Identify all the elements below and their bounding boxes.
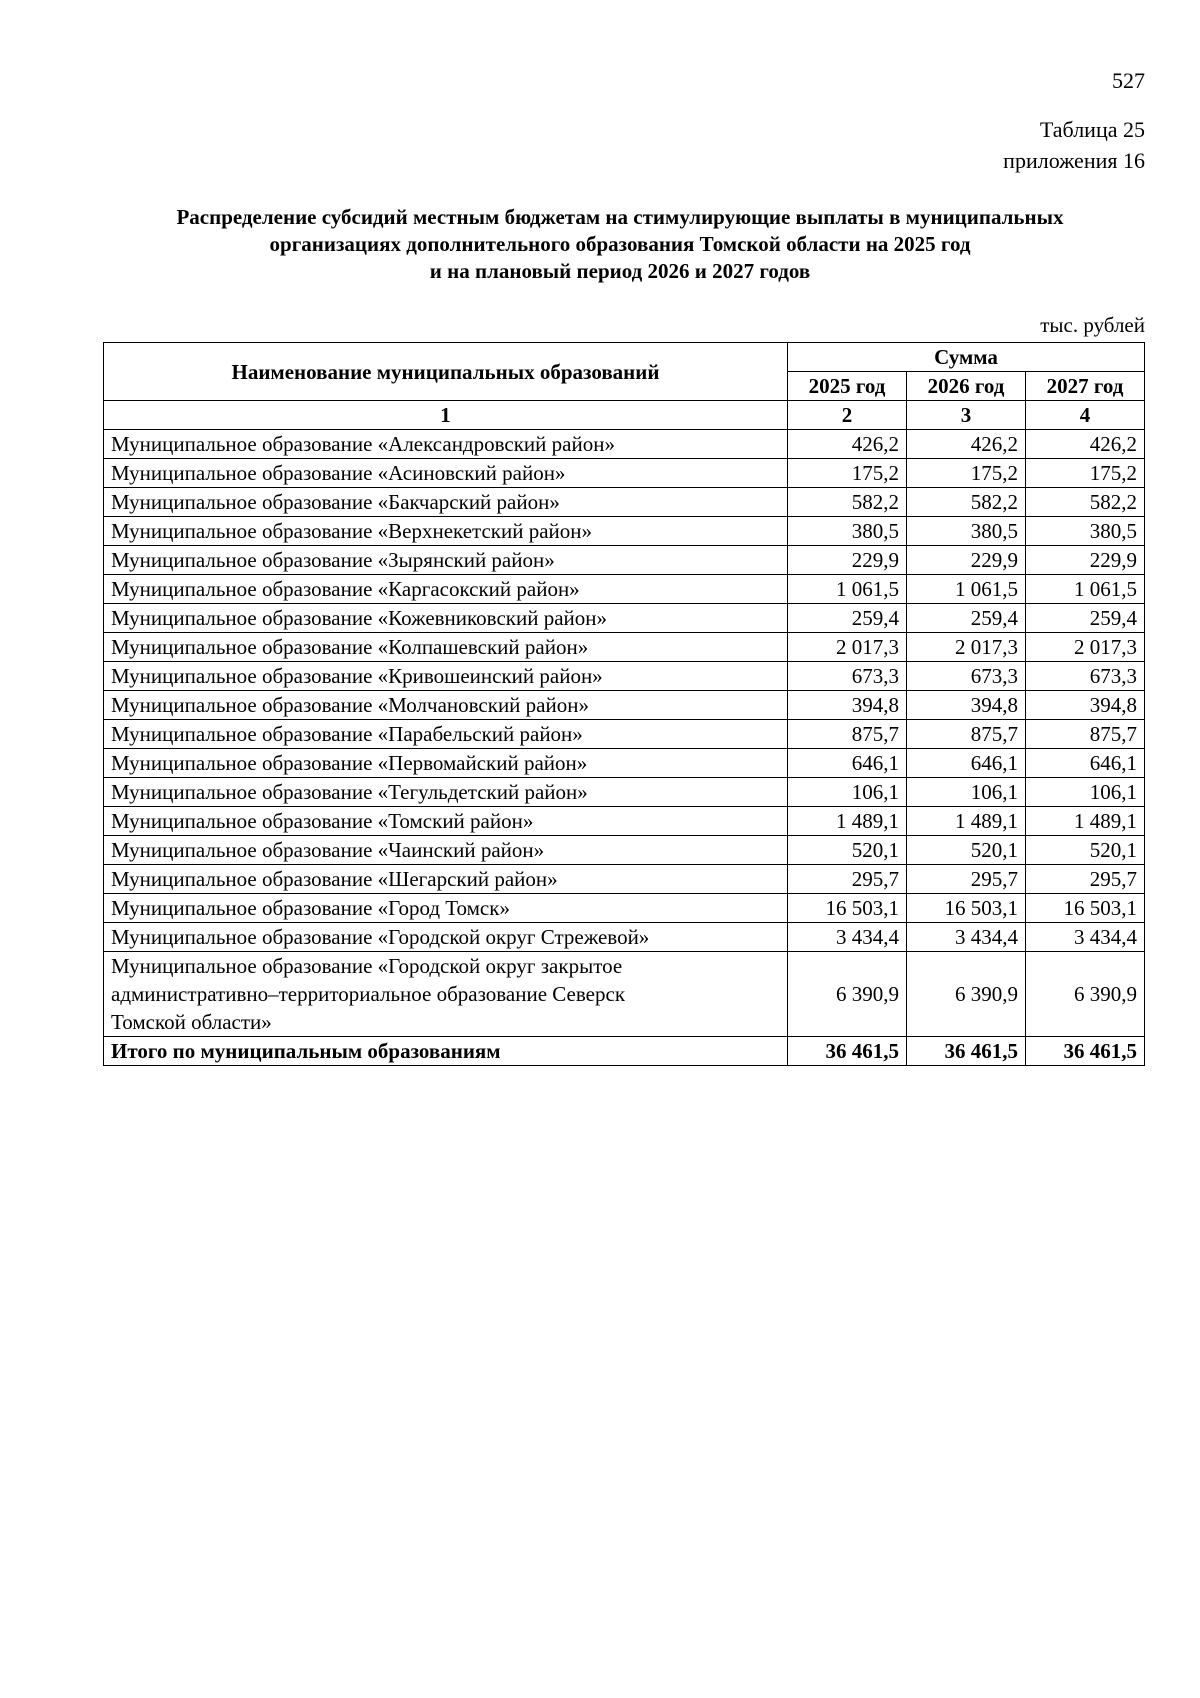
- row-value-2026: 229,9: [907, 546, 1026, 575]
- row-name: Муниципальное образование «Каргасокский район»: [104, 575, 788, 604]
- row-name: [104, 952, 788, 1037]
- table-caption: [1003, 114, 1145, 176]
- row-value-2025: 295,7: [788, 865, 907, 894]
- row-value-2026: 1 489,1: [907, 807, 1026, 836]
- table-row-total: [104, 1037, 1145, 1066]
- row-name: Муниципальное образование «Первомайский район»: [104, 749, 788, 778]
- table-row: [104, 488, 1145, 517]
- row-value-2027: 175,2: [1026, 459, 1145, 488]
- table-row: [104, 865, 1145, 894]
- row-name-line-1: Муниципальное образование «Городской округ закрытое: [111, 954, 623, 978]
- row-value-2027: 16 503,1: [1026, 894, 1145, 923]
- title-line-3: и на плановый период 2026 и 2027 годов: [429, 259, 811, 283]
- row-name-line-3: Томской области»: [111, 1010, 272, 1034]
- row-value-2027: 380,5: [1026, 517, 1145, 546]
- header-year-2025: 2025 год: [788, 372, 907, 401]
- row-value-2026: 106,1: [907, 778, 1026, 807]
- row-value-2025: 1 489,1: [788, 807, 907, 836]
- table-body: [104, 430, 1145, 1066]
- table-row: [104, 430, 1145, 459]
- row-value-2026: 175,2: [907, 459, 1026, 488]
- table-row: [104, 807, 1145, 836]
- row-value-2027: 6 390,9: [1026, 952, 1145, 1037]
- header-sum: Сумма: [788, 343, 1145, 372]
- table-row-seversk: [104, 952, 1145, 1037]
- column-number: 1: [104, 401, 788, 430]
- column-number: 4: [1026, 401, 1145, 430]
- caption-appendix: приложения 16: [1003, 148, 1145, 173]
- row-value-2026: 259,4: [907, 604, 1026, 633]
- row-name: Муниципальное образование «Колпашевский район»: [104, 633, 788, 662]
- table-row: [104, 691, 1145, 720]
- column-number: 2: [788, 401, 907, 430]
- row-value-2027: 295,7: [1026, 865, 1145, 894]
- row-value-2025: 259,4: [788, 604, 907, 633]
- row-value-2026: 6 390,9: [907, 952, 1026, 1037]
- total-value-2026: 36 461,5: [907, 1037, 1026, 1066]
- row-name: Муниципальное образование «Зырянский район»: [104, 546, 788, 575]
- row-name: Муниципальное образование «Кривошеинский район»: [104, 662, 788, 691]
- row-value-2026: 380,5: [907, 517, 1026, 546]
- page-number: 527: [1112, 68, 1145, 93]
- row-value-2025: 1 061,5: [788, 575, 907, 604]
- row-value-2027: 1 061,5: [1026, 575, 1145, 604]
- row-value-2027: 520,1: [1026, 836, 1145, 865]
- total-value-2027: 36 461,5: [1026, 1037, 1145, 1066]
- header-year-2027: 2027 год: [1026, 372, 1145, 401]
- row-name: Муниципальное образование «Шегарский район»: [104, 865, 788, 894]
- table-row: [104, 923, 1145, 952]
- row-value-2025: 673,3: [788, 662, 907, 691]
- row-name: Муниципальное образование «Асиновский район»: [104, 459, 788, 488]
- row-value-2025: 520,1: [788, 836, 907, 865]
- row-value-2027: 394,8: [1026, 691, 1145, 720]
- row-value-2025: 6 390,9: [788, 952, 907, 1037]
- row-name-line-2: административно–территориальное образование Северск: [111, 982, 626, 1006]
- total-value-2025: 36 461,5: [788, 1037, 907, 1066]
- row-value-2027: 646,1: [1026, 749, 1145, 778]
- row-value-2026: 16 503,1: [907, 894, 1026, 923]
- table-row: [104, 459, 1145, 488]
- row-value-2025: 2 017,3: [788, 633, 907, 662]
- row-value-2025: 875,7: [788, 720, 907, 749]
- row-value-2025: 426,2: [788, 430, 907, 459]
- row-value-2025: 3 434,4: [788, 923, 907, 952]
- row-value-2027: 3 434,4: [1026, 923, 1145, 952]
- row-value-2025: 16 503,1: [788, 894, 907, 923]
- row-value-2025: 229,9: [788, 546, 907, 575]
- row-value-2026: 582,2: [907, 488, 1026, 517]
- row-value-2025: 106,1: [788, 778, 907, 807]
- row-name: Муниципальное образование «Бакчарский район»: [104, 488, 788, 517]
- row-value-2026: 2 017,3: [907, 633, 1026, 662]
- row-name: Муниципальное образование «Томский район»: [104, 807, 788, 836]
- table-row: [104, 662, 1145, 691]
- row-name: Муниципальное образование «Верхнекетский район»: [104, 517, 788, 546]
- row-name: Муниципальное образование «Город Томск»: [104, 894, 788, 923]
- subsidy-table: [103, 342, 1145, 1066]
- row-value-2027: 229,9: [1026, 546, 1145, 575]
- column-number: 3: [907, 401, 1026, 430]
- row-value-2026: 295,7: [907, 865, 1026, 894]
- units-label: тыс. рублей: [1040, 313, 1145, 337]
- row-name: Муниципальное образование «Тегульдетский район»: [104, 778, 788, 807]
- row-value-2026: 520,1: [907, 836, 1026, 865]
- row-name: Муниципальное образование «Парабельский район»: [104, 720, 788, 749]
- row-value-2026: 394,8: [907, 691, 1026, 720]
- row-value-2026: 426,2: [907, 430, 1026, 459]
- caption-table-number: Таблица 25: [1039, 117, 1145, 142]
- row-name: Муниципальное образование «Чаинский район»: [104, 836, 788, 865]
- row-value-2025: 175,2: [788, 459, 907, 488]
- table-row: [104, 749, 1145, 778]
- row-name: Муниципальное образование «Кожевниковский район»: [104, 604, 788, 633]
- total-label: Итого по муниципальным образованиям: [104, 1037, 788, 1066]
- row-value-2026: 1 061,5: [907, 575, 1026, 604]
- table-row: [104, 778, 1145, 807]
- row-name: Муниципальное образование «Молчановский район»: [104, 691, 788, 720]
- table-row: [104, 517, 1145, 546]
- row-value-2027: 426,2: [1026, 430, 1145, 459]
- title-line-2: организациях дополнительного образования Томской области на 2025 год: [269, 232, 971, 256]
- row-value-2026: 3 434,4: [907, 923, 1026, 952]
- header-year-2026: 2026 год: [907, 372, 1026, 401]
- row-value-2026: 673,3: [907, 662, 1026, 691]
- table-row: [104, 633, 1145, 662]
- title-line-1: Распределение субсидий местным бюджетам на стимулирующие выплаты в муниципальных: [176, 205, 1064, 229]
- row-value-2027: 875,7: [1026, 720, 1145, 749]
- row-value-2025: 394,8: [788, 691, 907, 720]
- row-value-2025: 646,1: [788, 749, 907, 778]
- table-row: [104, 836, 1145, 865]
- document-title: [95, 204, 1145, 285]
- table-row: [104, 575, 1145, 604]
- row-value-2027: 259,4: [1026, 604, 1145, 633]
- row-value-2027: 1 489,1: [1026, 807, 1145, 836]
- table-row: [104, 546, 1145, 575]
- table-row: [104, 720, 1145, 749]
- row-value-2026: 875,7: [907, 720, 1026, 749]
- table-row: [104, 604, 1145, 633]
- row-value-2026: 646,1: [907, 749, 1026, 778]
- table-row: [104, 894, 1145, 923]
- row-value-2025: 582,2: [788, 488, 907, 517]
- row-name: Муниципальное образование «Городской округ Стрежевой»: [104, 923, 788, 952]
- row-value-2025: 380,5: [788, 517, 907, 546]
- row-value-2027: 582,2: [1026, 488, 1145, 517]
- row-name: Муниципальное образование «Александровский район»: [104, 430, 788, 459]
- row-value-2027: 673,3: [1026, 662, 1145, 691]
- header-name: Наименование муниципальных образований: [104, 343, 788, 401]
- row-value-2027: 2 017,3: [1026, 633, 1145, 662]
- row-value-2027: 106,1: [1026, 778, 1145, 807]
